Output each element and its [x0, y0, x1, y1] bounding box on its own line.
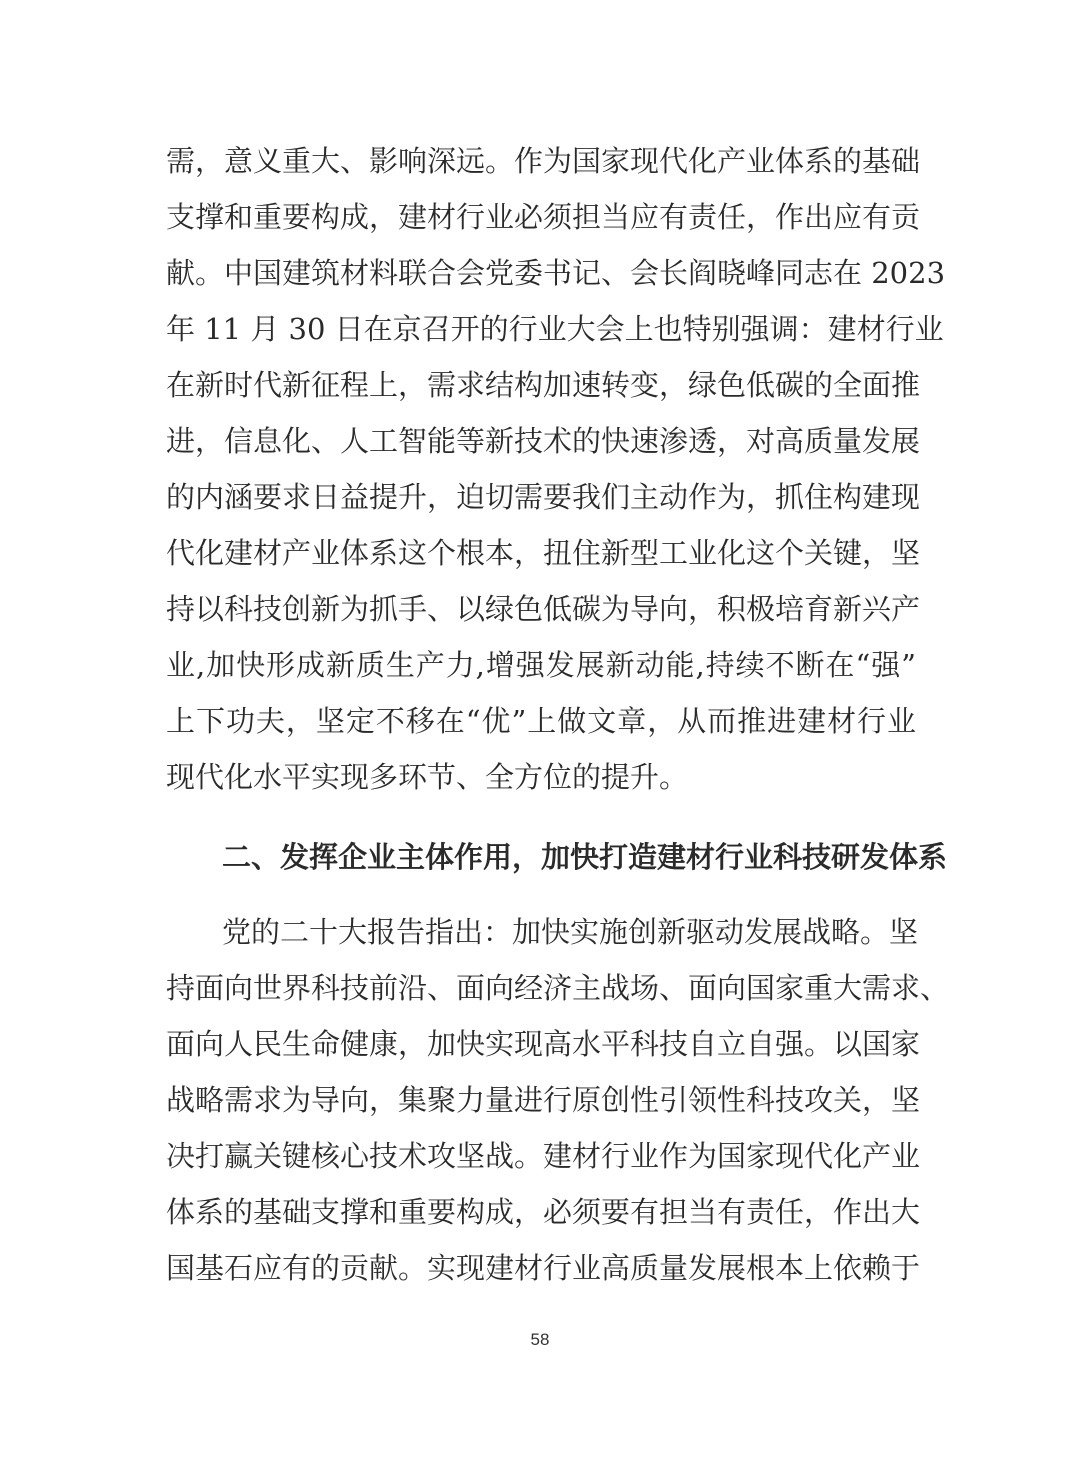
paragraph-line: 面向人民生命健康，加快实现高水平科技自立自强。以国家 — [166, 1027, 921, 1061]
paragraph-line: 业,加快形成新质生产力,增强发展新动能,持续不断在“强” — [166, 648, 916, 682]
paragraph-line: 现代化水平实现多环节、全方位的提升。 — [166, 760, 689, 794]
paragraph-line: 决打赢关键核心技术攻坚战。建材行业作为国家现代化产业 — [166, 1139, 921, 1173]
page-number: 58 — [530, 1330, 550, 1349]
paragraph-line: 的内涵要求日益提升，迫切需要我们主动作为，抓住构建现 — [166, 480, 921, 514]
section-heading: 二、发挥企业主体作用，加快打造建材行业科技研发体系 — [222, 840, 948, 874]
paragraph-line: 党的二十大报告指出：加快实施创新驱动发展战略。坚 — [222, 915, 919, 949]
paragraph-line: 献。中国建筑材料联合会党委书记、会长阎晓峰同志在 2023 — [166, 256, 946, 290]
paragraph-line: 需，意义重大、影响深远。作为国家现代化产业体系的基础 — [166, 144, 921, 178]
paragraph-line: 代化建材产业体系这个根本，扭住新型工业化这个关键，坚 — [166, 536, 921, 570]
paragraph-line: 进，信息化、人工智能等新技术的快速渗透，对高质量发展 — [166, 424, 921, 458]
paragraph-line: 在新时代新征程上，需求结构加速转变，绿色低碳的全面推 — [166, 368, 921, 402]
paragraph-line: 持面向世界科技前沿、面向经济主战场、面向国家重大需求、 — [166, 971, 950, 1005]
paragraph-line: 体系的基础支撑和重要构成，必须要有担当有责任，作出大 — [166, 1195, 921, 1229]
paragraph-line: 上下功夫，坚定不移在“优”上做文章，从而推进建材行业 — [166, 704, 916, 738]
paragraph-line: 持以科技创新为抓手、以绿色低碳为导向，积极培育新兴产 — [166, 592, 921, 626]
paragraph-line: 国基石应有的贡献。实现建材行业高质量发展根本上依赖于 — [166, 1251, 921, 1285]
paragraph-line: 支撑和重要构成，建材行业必须担当应有责任，作出应有贡 — [166, 200, 921, 234]
paragraph-line: 战略需求为导向，集聚力量进行原创性引领性科技攻关，坚 — [166, 1083, 921, 1117]
paragraph-line: 年 11 月 30 日在京召开的行业大会上也特别强调：建材行业 — [166, 312, 944, 346]
